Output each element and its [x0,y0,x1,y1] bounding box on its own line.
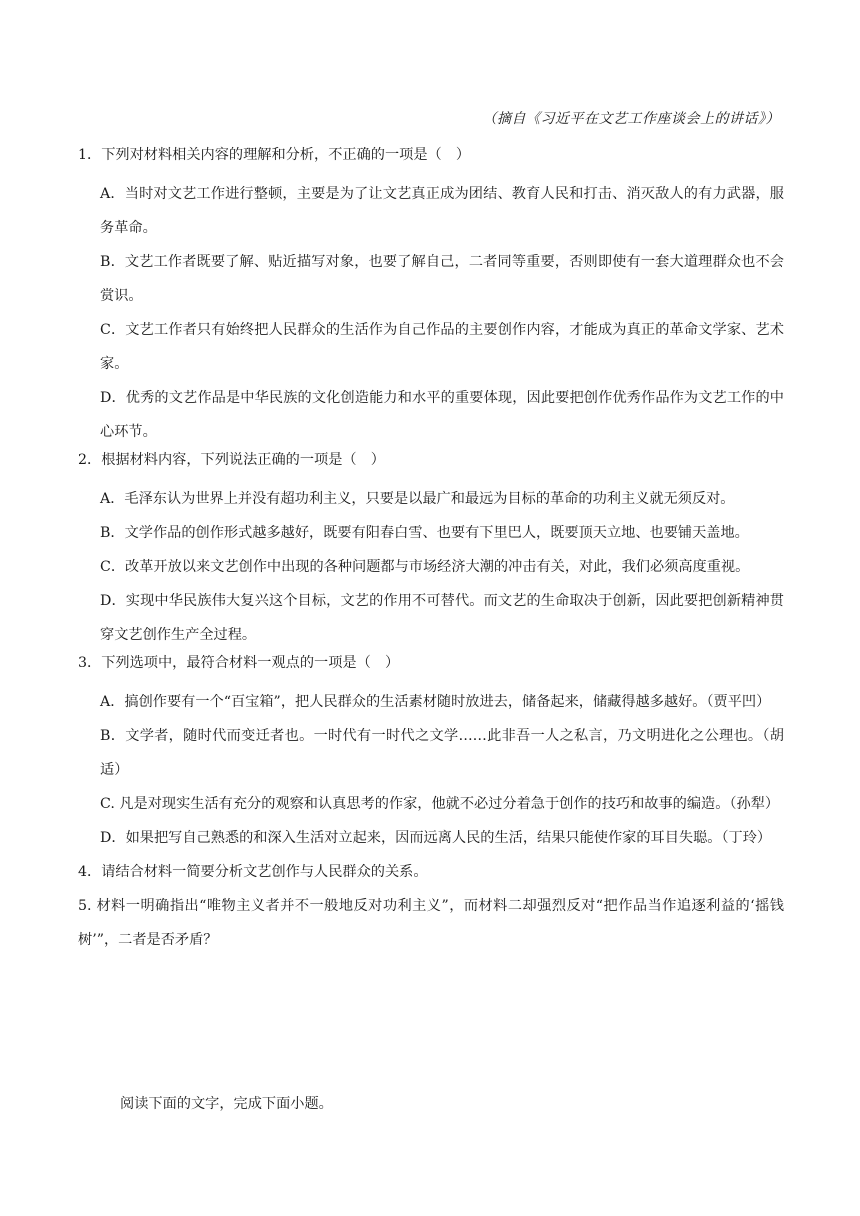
question-4: 4．请结合材料一简要分析文艺创作与人民群众的关系。 [78,864,428,880]
question-stem: 1．下列对材料相关内容的理解和分析，不正确的一项是（ ） [78,147,471,163]
question-1 [78,144,784,449]
option-c: C．改革开放以来文艺创作中出现的各种问题都与市场经济大潮的冲击有关，对此，我们必须高度重视。 [100,559,750,575]
question-list [78,144,784,957]
option-b: B．文学者，随时代而变迁者也。一时代有一时代之文学……此非吾一人之私言，乃文明进化之公理也。（胡适） [100,728,784,778]
question-2 [78,449,784,652]
option-d: D．如果把写自己熟悉的和深入生活对立起来，因而远离人民的生活，结果只能使作家的耳目失聪。（丁玲） [100,830,772,846]
option-a: A．毛泽东认为世界上并没有超功利主义，只要是以最广和最远为目标的革命的功利主义就无须反对。 [100,491,735,507]
option-b: B．文艺工作者既要了解、贴近描写对象，也要了解自己，二者同等重要，否则即使有一套大道理群众也不会赏识。 [100,254,784,304]
option-list [78,685,784,855]
reading-instruction: 阅读下面的文字，完成下面小题。 [120,1096,333,1112]
option-list [78,482,784,652]
source-citation: （摘自《习近平在文艺工作座谈会上的讲话》） [482,111,780,127]
question-stem: 2．根据材料内容，下列说法正确的一项是（ ） [78,452,385,468]
option-b: B．文学作品的创作形式越多越好，既要有阳春白雪、也要有下里巴人，既要顶天立地、也要铺天盖地。 [100,525,749,541]
option-c: C. 凡是对现实生活有充分的观察和认真思考的作家，他就不必过分着急于创作的技巧和故事的编造。（孙犁） [100,796,780,812]
question-3 [78,652,784,855]
option-c: C．文艺工作者只有始终把人民群众的生活作为自己作品的主要创作内容，才能成为真正的革命文学家、艺术家。 [100,322,784,372]
option-list [78,177,784,449]
question-stem: 3．下列选项中，最符合材料一观点的一项是（ ） [78,655,400,671]
option-a: A．搞创作要有一个“百宝箱”，把人民群众的生活素材随时放进去，储备起来，储藏得越多越好。（贾平凹） [100,694,771,710]
option-a: A．当时对文艺工作进行整顿，主要是为了让文艺真正成为团结、教育人民和打击、消灭敌人的有力武器，服务革命。 [100,186,784,236]
option-d: D．实现中华民族伟大复兴这个目标，文艺的作用不可替代。而文艺的生命取决于创新，因此要把创新精神贯穿文艺创作生产全过程。 [100,593,784,643]
question-5: 5. 材料一明确指出“唯物主义者并不一般地反对功利主义”，而材料二却强烈反对“把作品当作追逐利益的‘摇钱树’”，二者是否矛盾？ [78,898,784,948]
option-d: D．优秀的文艺作品是中华民族的文化创造能力和水平的重要体现，因此要把创作优秀作品作为文艺工作的中心环节。 [100,390,784,440]
